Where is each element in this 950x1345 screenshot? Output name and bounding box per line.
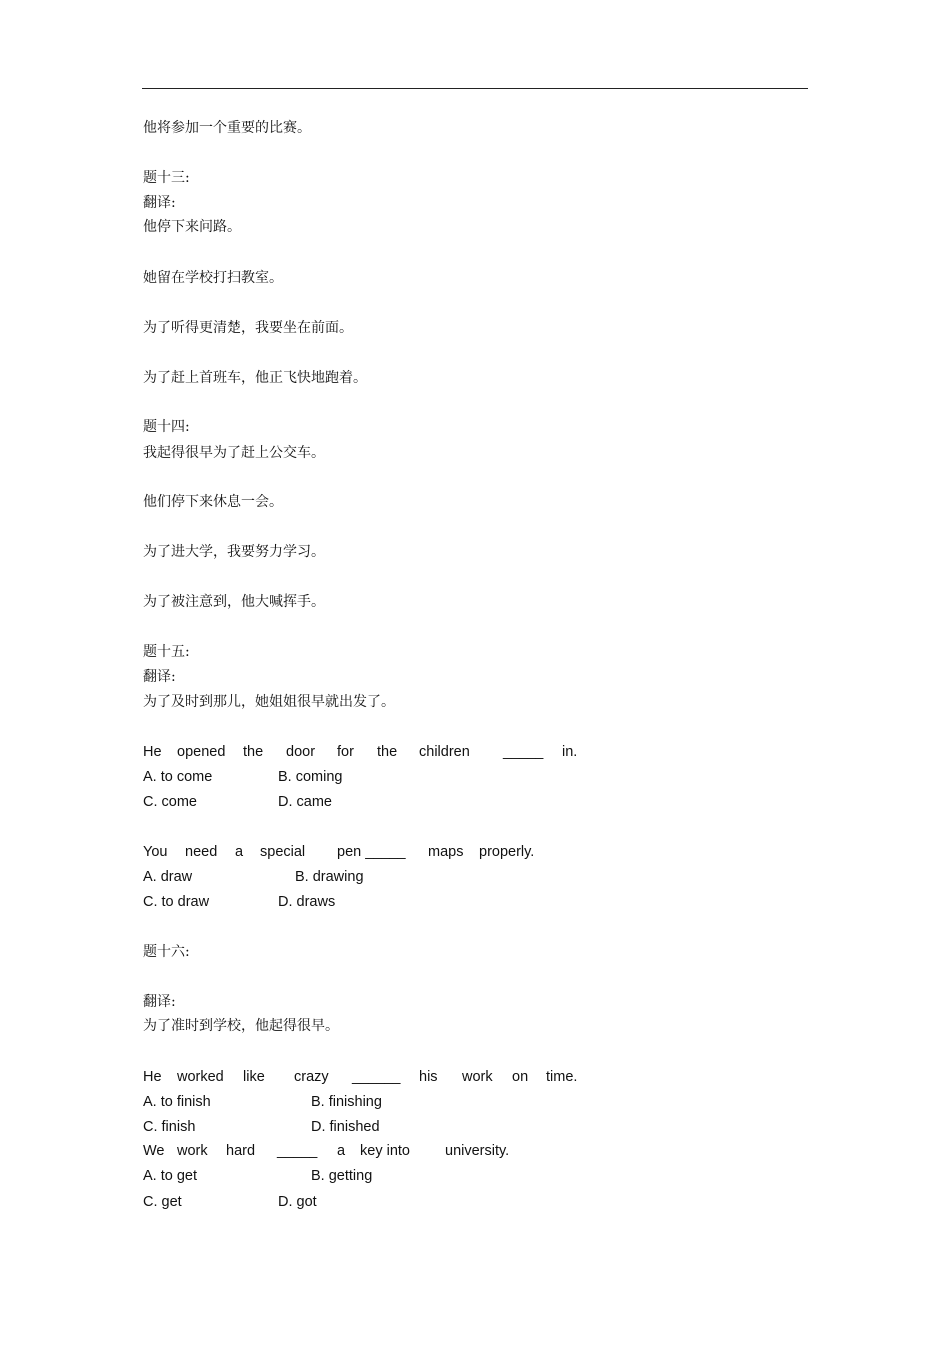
question-word: university.: [445, 1143, 510, 1159]
sentence-line: 他停下来问路。: [143, 219, 241, 235]
sentence-line: 她留在学校打扫教室。: [143, 270, 283, 286]
option-b: B. finishing: [311, 1094, 382, 1110]
option-d: D. draws: [278, 894, 336, 910]
sentence-line: 为了被注意到，他大喊挥手。: [143, 594, 325, 610]
question-word: need: [185, 844, 218, 860]
question-heading: 题十五:: [143, 644, 190, 660]
sentence-line: 为了赶上首班车，他正飞快地跑着。: [143, 370, 367, 386]
question-word: children: [419, 744, 470, 760]
question-word: his: [419, 1069, 438, 1085]
option-a: A. to get: [143, 1168, 198, 1184]
answer-blank: _____: [277, 1143, 318, 1159]
question-word: a: [235, 844, 244, 860]
answer-blank: _____: [503, 744, 544, 760]
option-c: C. come: [143, 794, 197, 810]
question-word: the: [377, 744, 398, 760]
question-word: a: [337, 1143, 346, 1159]
option-a: A. to come: [143, 769, 213, 785]
question-word: crazy: [294, 1069, 329, 1085]
question-word: properly.: [479, 844, 535, 860]
question-word: He: [143, 744, 162, 760]
answer-blank: ______: [352, 1069, 401, 1085]
question-heading: 题十四:: [143, 419, 190, 435]
question-word: key into: [360, 1143, 410, 1159]
question-word: like: [243, 1069, 265, 1085]
option-c: C. finish: [143, 1119, 196, 1135]
question-word: on: [512, 1069, 529, 1085]
option-b: B. coming: [278, 769, 343, 785]
sentence-line: 他将参加一个重要的比赛。: [143, 120, 311, 136]
header-rule: [142, 88, 808, 89]
question-heading: 题十三:: [143, 170, 190, 186]
question-word: for: [337, 744, 354, 760]
sentence-line: 为了及时到那儿，她姐姐很早就出发了。: [143, 694, 395, 710]
question-word: special: [260, 844, 306, 860]
option-c: C. get: [143, 1194, 182, 1210]
question-word: opened: [177, 744, 226, 760]
option-d: D. came: [278, 794, 332, 810]
translate-label: 翻译:: [143, 195, 176, 211]
option-b: B. getting: [311, 1168, 373, 1184]
question-word: He: [143, 1069, 162, 1085]
option-b: B. drawing: [295, 869, 364, 885]
sentence-line: 为了进大学，我要努力学习。: [143, 544, 325, 560]
question-heading: 题十六:: [143, 944, 190, 960]
sentence-line: 我起得很早为了赶上公交车。: [143, 445, 325, 461]
question-word: door: [286, 744, 316, 760]
option-d: D. finished: [311, 1119, 380, 1135]
question-word: work: [462, 1069, 493, 1085]
option-a: A. to finish: [143, 1094, 211, 1110]
question-word: work: [177, 1143, 208, 1159]
option-a: A. draw: [143, 869, 193, 885]
sentence-line: 为了准时到学校，他起得很早。: [143, 1018, 339, 1034]
question-word: hard: [226, 1143, 256, 1159]
sentence-line: 为了听得更清楚，我要坐在前面。: [143, 320, 353, 336]
question-word: maps: [428, 844, 464, 860]
question-word: in.: [562, 744, 578, 760]
translate-label: 翻译:: [143, 669, 176, 685]
question-word: worked: [177, 1069, 224, 1085]
question-word: the: [243, 744, 264, 760]
question-word: pen _____: [337, 844, 406, 860]
question-word: We: [143, 1143, 165, 1159]
option-d: D. got: [278, 1194, 317, 1210]
translate-label: 翻译:: [143, 994, 176, 1010]
question-word: You: [143, 844, 168, 860]
question-word: time.: [546, 1069, 578, 1085]
sentence-line: 他们停下来休息一会。: [143, 494, 283, 510]
option-c: C. to draw: [143, 894, 210, 910]
